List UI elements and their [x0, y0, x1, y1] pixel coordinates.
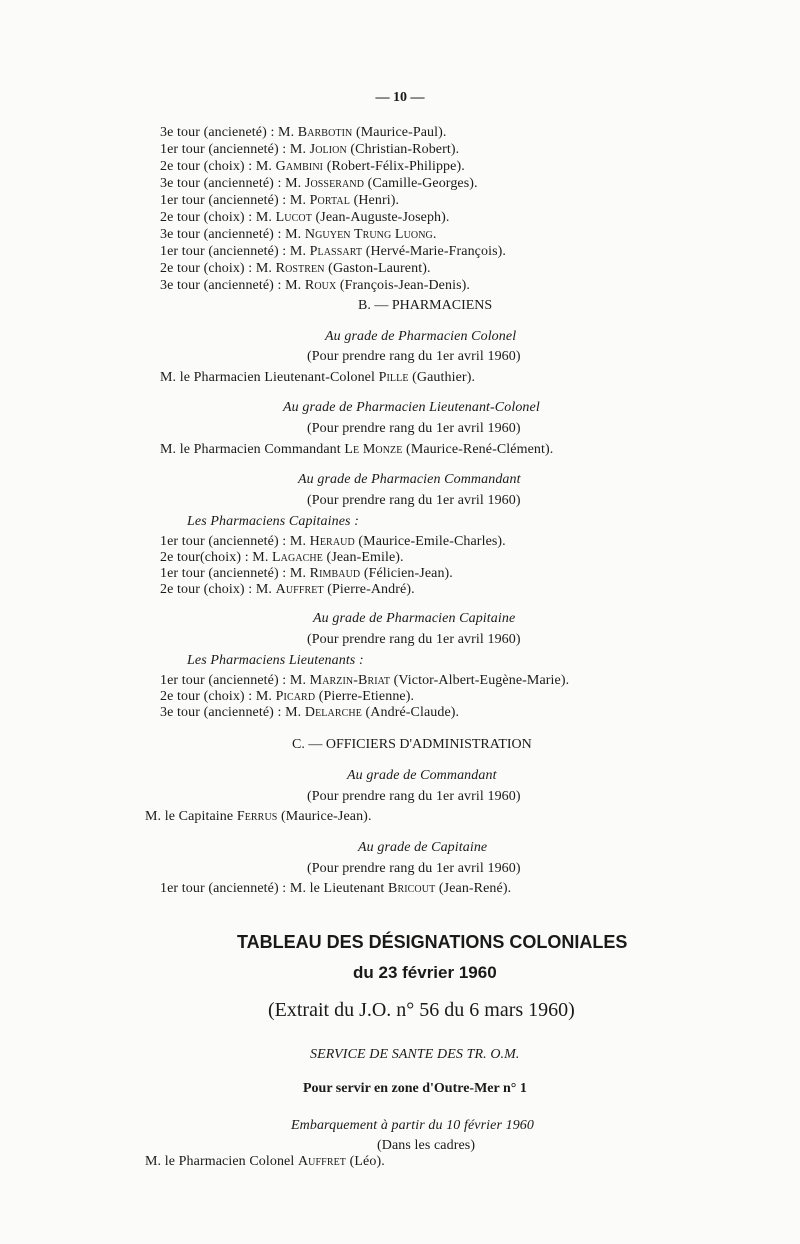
- grade-heading: Au grade de Commandant: [347, 768, 497, 783]
- list-item: 3e tour (ancienneté) : M. Roux (François-Jean-Denis).: [160, 278, 470, 293]
- nomination-line: M. le Pharmacien Colonel Auffret (Léo).: [145, 1154, 385, 1169]
- list-item: 3e tour (ancienneté) : M. Delarche (André-Claude).: [160, 705, 460, 720]
- list-item: 2e tour (choix) : M. Picard (Pierre-Etienne).: [160, 689, 415, 704]
- section-b-title: B. — PHARMACIENS: [358, 298, 493, 313]
- nomination-line: M. le Capitaine Ferrus (Maurice-Jean).: [145, 809, 372, 824]
- list-item: 3e tour (ancienneté) : M. Nguyen Trung Luong.: [160, 227, 437, 242]
- rang-note: (Pour prendre rang du 1er avril 1960): [307, 861, 521, 876]
- grade-heading: Au grade de Pharmacien Capitaine: [313, 611, 516, 626]
- list-item: 2e tour (choix) : M. Auffret (Pierre-André).: [160, 582, 415, 597]
- embarquement-heading: Embarquement à partir du 10 février 1960: [291, 1118, 535, 1133]
- list-item: 3e tour (ancieneté) : M. Barbotin (Maurice-Paul).: [160, 125, 447, 140]
- list-item: 1er tour (ancienneté) : M. Rimbaud (Félicien-Jean).: [160, 566, 453, 581]
- zone-heading: Pour servir en zone d'Outre-Mer n° 1: [303, 1081, 527, 1096]
- list-item: 1er tour (ancienneté) : M. Marzin-Briat (Victor-Albert-Eugène-Marie).: [160, 673, 570, 688]
- rang-note: (Pour prendre rang du 1er avril 1960): [307, 493, 521, 508]
- nomination-line: M. le Pharmacien Lieutenant-Colonel Pille (Gauthier).: [160, 370, 476, 385]
- rang-note: (Pour prendre rang du 1er avril 1960): [307, 789, 521, 804]
- page-number: — 10 —: [375, 90, 425, 105]
- subheading: Les Pharmaciens Lieutenants :: [187, 653, 364, 668]
- grade-heading: Au grade de Pharmacien Colonel: [325, 329, 517, 344]
- tableau-date: du 23 février 1960: [353, 963, 497, 982]
- rang-note: (Pour prendre rang du 1er avril 1960): [307, 421, 521, 436]
- list-item: 1er tour (ancienneté) : M. Heraud (Maurice-Emile-Charles).: [160, 534, 506, 549]
- nomination-line: M. le Pharmacien Commandant Le Monze (Maurice-René-Clément).: [160, 442, 554, 457]
- list-item: 2e tour(choix) : M. Lagache (Jean-Emile).: [160, 550, 404, 565]
- grade-heading: Au grade de Capitaine: [358, 840, 488, 855]
- list-item: 2e tour (choix) : M. Gambini (Robert-Félix-Philippe).: [160, 159, 465, 174]
- list-item: 3e tour (ancienneté) : M. Josserand (Camille-Georges).: [160, 176, 478, 191]
- grade-heading: Au grade de Pharmacien Commandant: [298, 472, 521, 487]
- tableau-title: TABLEAU DES DÉSIGNATIONS COLONIALES: [237, 932, 628, 952]
- rang-note: (Pour prendre rang du 1er avril 1960): [307, 632, 521, 647]
- list-item: 2e tour (choix) : M. Rostren (Gaston-Laurent).: [160, 261, 431, 276]
- list-item: 1er tour (ancienneté) : M. Jolion (Christian-Robert).: [160, 142, 460, 157]
- service-heading: SERVICE DE SANTE DES TR. O.M.: [310, 1047, 520, 1062]
- list-item: 1er tour (ancienneté) : M. Portal (Henri).: [160, 193, 400, 208]
- extrait-line: (Extrait du J.O. n° 56 du 6 mars 1960): [268, 999, 575, 1021]
- section-c-title: C. — OFFICIERS D'ADMINISTRATION: [292, 737, 532, 752]
- list-item: 1er tour (ancienneté) : M. Plassart (Hervé-Marie-François).: [160, 244, 506, 259]
- cadres-note: (Dans les cadres): [377, 1138, 476, 1153]
- list-item: 2e tour (choix) : M. Lucot (Jean-Auguste-Joseph).: [160, 210, 450, 225]
- subheading: Les Pharmaciens Capitaines :: [187, 514, 359, 529]
- grade-heading: Au grade de Pharmacien Lieutenant-Colonel: [283, 400, 540, 415]
- nomination-line: 1er tour (ancienneté) : M. le Lieutenant Bricout (Jean-René).: [160, 881, 512, 896]
- rang-note: (Pour prendre rang du 1er avril 1960): [307, 349, 521, 364]
